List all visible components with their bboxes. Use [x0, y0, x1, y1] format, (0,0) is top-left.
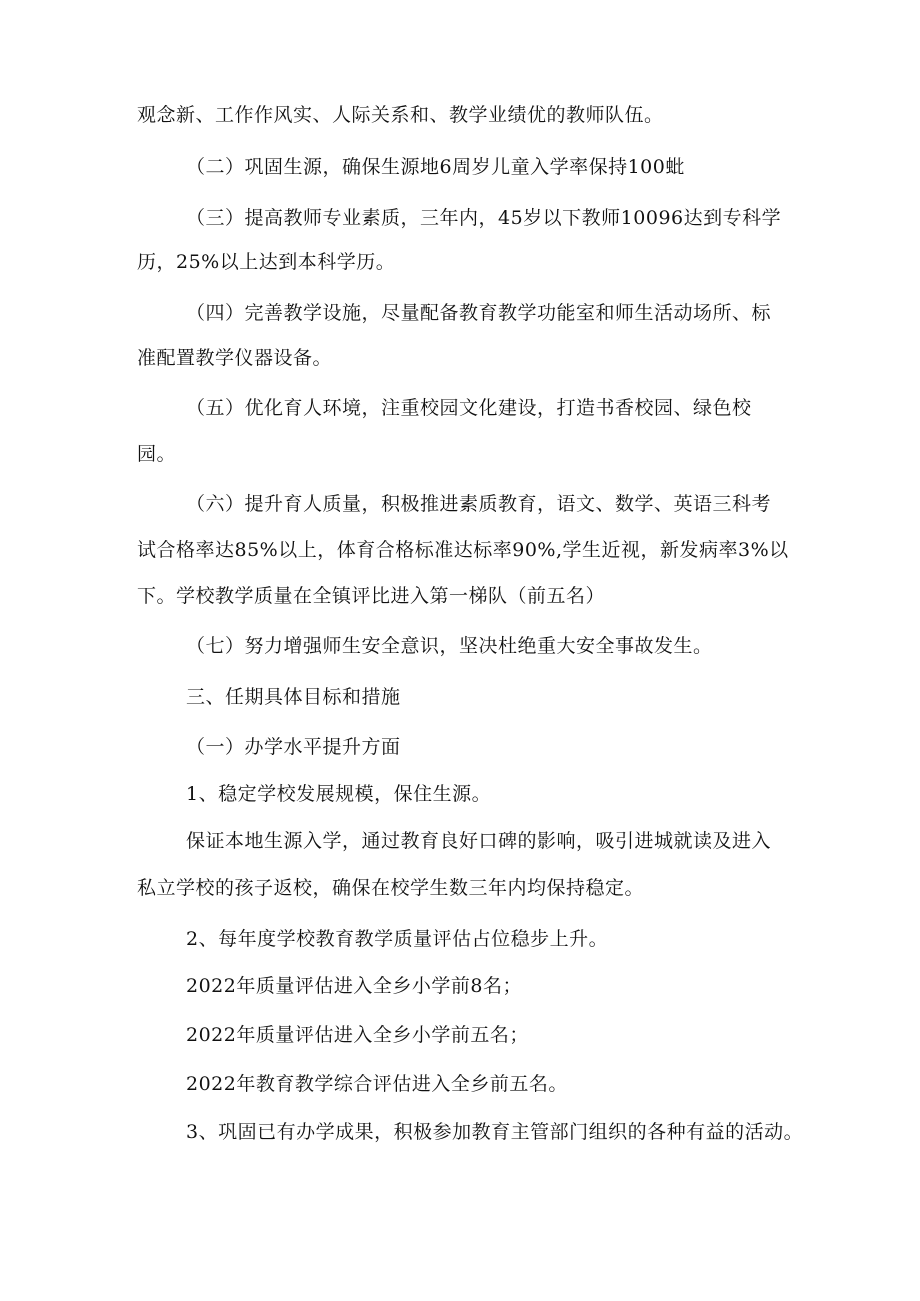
text-line-5: （四）完善教学设施，尽量配备教育教学功能室和师生活动场所、标	[186, 302, 772, 324]
text-line-15: 1、稳定学校发展规模，保住生源。	[186, 783, 492, 805]
text-line-20: 2022年质量评估进入全乡小学前五名；	[186, 1024, 529, 1046]
text-line-21: 2022年教育教学综合评估进入全乡前五名。	[186, 1073, 568, 1095]
text-line-22: 3、巩固已有办学成果，积极参加教育主管部门组织的各种有益的活动。	[186, 1121, 804, 1143]
text-line-17: 私立学校的孩子返校，确保在校学生数三年内均保持稳定。	[137, 877, 645, 899]
text-line-18: 2、每年度学校教育教学质量评估占位稳步上升。	[186, 928, 609, 950]
text-line-12: （七）努力增强师生安全意识，坚决杜绝重大安全事故发生。	[186, 635, 713, 657]
text-line-10: 试合格率达85%以上，体育合格标准达标率90%,学生近视，新发病率3%以	[137, 539, 789, 561]
text-line-7: （五）优化育人环境，注重校园文化建设，打造书香校园、绿色校	[186, 397, 752, 419]
text-line-6: 准配置教学仪器设备。	[137, 347, 333, 369]
text-line-3: （三）提高教师专业素质，三年内，45岁以下教师10096达到专科学	[186, 207, 782, 229]
text-line-9: （六）提升育人质量，积极推进素质教育，语文、数学、英语三科考	[186, 493, 772, 515]
text-line-4: 历，25%以上达到本科学历。	[137, 251, 396, 273]
subsection-heading: （一）办学水平提升方面	[186, 736, 401, 758]
text-line-16: 保证本地生源入学，通过教育良好口碑的影响，吸引进城就读及进入	[186, 830, 772, 852]
text-line-2: （二）巩固生源，确保生源地6周岁儿童入学率保持100蚍	[186, 156, 685, 178]
text-line-11: 下。学校教学质量在全镇评比进入第一梯队（前五名）	[137, 585, 606, 607]
text-line-19: 2022年质量评估进入全乡小学前8名；	[186, 975, 522, 997]
section-heading: 三、任期具体目标和措施	[186, 686, 401, 708]
text-line-8: 园。	[137, 443, 177, 465]
text-line-1: 观念新、工作作风实、人际关系和、教学业绩优的教师队伍。	[137, 104, 664, 126]
